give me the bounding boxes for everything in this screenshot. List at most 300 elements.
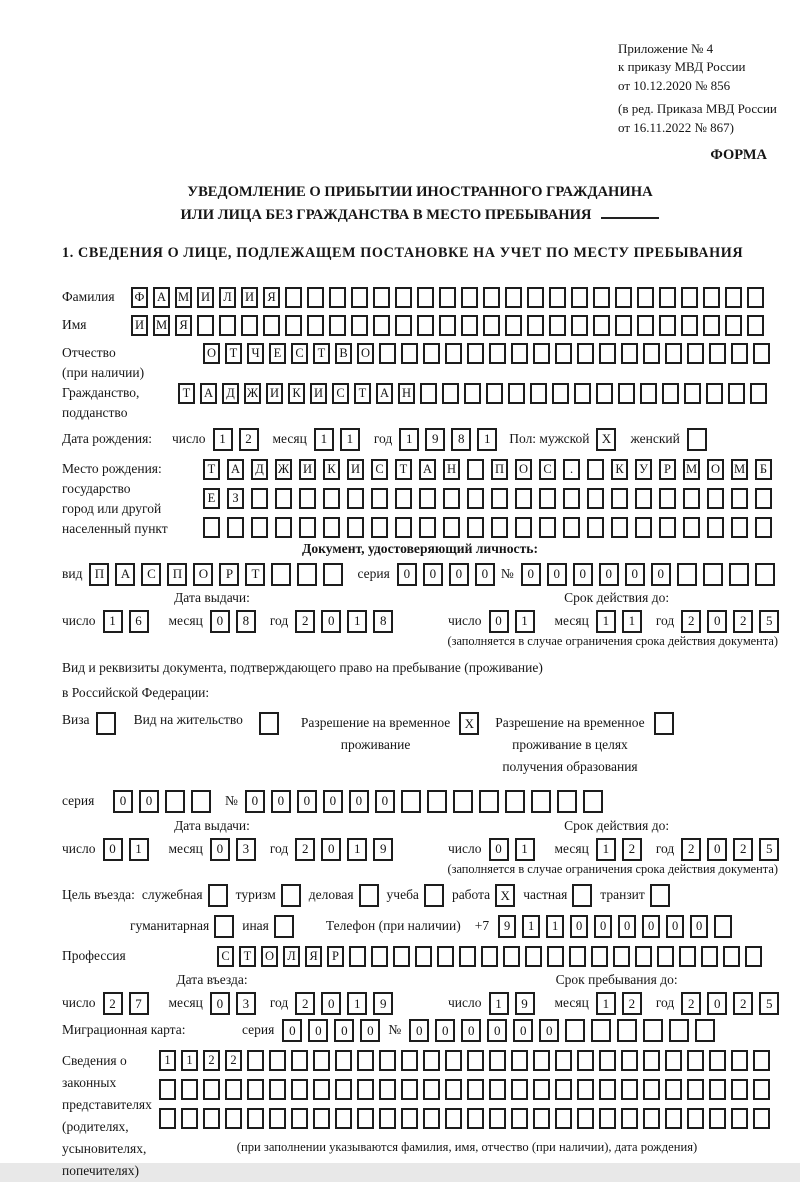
char-cell[interactable]: [591, 1019, 611, 1042]
char-cell[interactable]: [665, 1108, 682, 1129]
char-cell[interactable]: 1: [159, 1050, 176, 1071]
char-cell[interactable]: [731, 1079, 748, 1100]
char-cell[interactable]: [489, 1108, 506, 1129]
char-cell[interactable]: [587, 488, 604, 509]
char-cell[interactable]: Т: [245, 563, 265, 586]
char-cell[interactable]: 0: [651, 563, 671, 586]
char-cell[interactable]: [555, 343, 572, 364]
char-cell[interactable]: 0: [573, 563, 593, 586]
char-cell[interactable]: С: [217, 946, 234, 967]
char-cell[interactable]: 2: [203, 1050, 220, 1071]
char-cell[interactable]: Т: [203, 459, 220, 480]
char-cell[interactable]: 0: [625, 563, 645, 586]
char-cell[interactable]: 2: [225, 1050, 242, 1071]
char-cell[interactable]: 0: [489, 838, 509, 861]
char-cell[interactable]: [679, 946, 696, 967]
char-cell[interactable]: [539, 488, 556, 509]
char-cell[interactable]: [323, 488, 340, 509]
char-cell[interactable]: 1: [347, 992, 367, 1015]
char-cell[interactable]: [731, 1108, 748, 1129]
char-cell[interactable]: [335, 1079, 352, 1100]
char-cell[interactable]: [755, 563, 775, 586]
char-cell[interactable]: [599, 1108, 616, 1129]
char-cell[interactable]: 3: [236, 992, 256, 1015]
char-cell[interactable]: [443, 488, 460, 509]
char-cell[interactable]: 0: [210, 838, 230, 861]
purpose-study-checkbox[interactable]: [424, 884, 444, 907]
char-cell[interactable]: Н: [398, 383, 415, 404]
char-cell[interactable]: [247, 1050, 264, 1071]
char-cell[interactable]: [753, 1079, 770, 1100]
edu-permit-checkbox[interactable]: [654, 712, 674, 735]
char-cell[interactable]: [225, 1108, 242, 1129]
purpose-private-checkbox[interactable]: [572, 884, 592, 907]
char-cell[interactable]: 0: [449, 563, 469, 586]
char-cell[interactable]: 2: [733, 838, 753, 861]
char-cell[interactable]: [439, 315, 456, 336]
char-cell[interactable]: [617, 1019, 637, 1042]
char-cell[interactable]: 1: [347, 838, 367, 861]
char-cell[interactable]: 2: [681, 838, 701, 861]
char-cell[interactable]: А: [376, 383, 393, 404]
char-cell[interactable]: [419, 488, 436, 509]
char-cell[interactable]: Р: [219, 563, 239, 586]
char-cell[interactable]: [731, 517, 748, 538]
char-cell[interactable]: 0: [375, 790, 395, 813]
char-cell[interactable]: [329, 315, 346, 336]
char-cell[interactable]: [285, 287, 302, 308]
char-cell[interactable]: 2: [733, 610, 753, 633]
char-cell[interactable]: [577, 1079, 594, 1100]
char-cell[interactable]: [569, 946, 586, 967]
char-cell[interactable]: 2: [103, 992, 123, 1015]
char-cell[interactable]: З: [227, 488, 244, 509]
purpose-transit-checkbox[interactable]: [650, 884, 670, 907]
char-cell[interactable]: [467, 343, 484, 364]
char-cell[interactable]: М: [683, 459, 700, 480]
purpose-other-checkbox[interactable]: [274, 915, 294, 938]
char-cell[interactable]: [747, 287, 764, 308]
char-cell[interactable]: [574, 383, 591, 404]
char-cell[interactable]: [593, 315, 610, 336]
char-cell[interactable]: [371, 517, 388, 538]
temp-permit-checkbox[interactable]: X: [459, 712, 479, 735]
char-cell[interactable]: [357, 1108, 374, 1129]
char-cell[interactable]: [373, 315, 390, 336]
char-cell[interactable]: 9: [373, 992, 393, 1015]
char-cell[interactable]: 1: [477, 428, 497, 451]
char-cell[interactable]: 0: [323, 790, 343, 813]
char-cell[interactable]: Д: [222, 383, 239, 404]
char-cell[interactable]: 0: [690, 915, 708, 938]
char-cell[interactable]: [615, 315, 632, 336]
char-cell[interactable]: П: [89, 563, 109, 586]
gender-male-checkbox[interactable]: X: [596, 428, 616, 451]
char-cell[interactable]: В: [335, 343, 352, 364]
char-cell[interactable]: [701, 946, 718, 967]
char-cell[interactable]: 2: [622, 838, 642, 861]
char-cell[interactable]: 0: [618, 915, 636, 938]
char-cell[interactable]: 0: [210, 610, 230, 633]
char-cell[interactable]: [371, 946, 388, 967]
char-cell[interactable]: [323, 563, 343, 586]
char-cell[interactable]: [621, 343, 638, 364]
char-cell[interactable]: [635, 488, 652, 509]
char-cell[interactable]: [635, 946, 652, 967]
char-cell[interactable]: О: [193, 563, 213, 586]
char-cell[interactable]: [657, 946, 674, 967]
char-cell[interactable]: [335, 1050, 352, 1071]
char-cell[interactable]: 0: [321, 610, 341, 633]
char-cell[interactable]: 2: [239, 428, 259, 451]
char-cell[interactable]: [555, 1108, 572, 1129]
char-cell[interactable]: [621, 1079, 638, 1100]
char-cell[interactable]: 0: [409, 1019, 429, 1042]
char-cell[interactable]: 1: [103, 610, 123, 633]
char-cell[interactable]: [637, 287, 654, 308]
char-cell[interactable]: [395, 488, 412, 509]
char-cell[interactable]: 2: [681, 610, 701, 633]
char-cell[interactable]: [467, 1050, 484, 1071]
char-cell[interactable]: 0: [397, 563, 417, 586]
char-cell[interactable]: [515, 517, 532, 538]
char-cell[interactable]: [159, 1079, 176, 1100]
char-cell[interactable]: [439, 287, 456, 308]
char-cell[interactable]: 0: [423, 563, 443, 586]
char-cell[interactable]: [687, 1108, 704, 1129]
char-cell[interactable]: [479, 790, 499, 813]
char-cell[interactable]: [599, 1079, 616, 1100]
char-cell[interactable]: [181, 1079, 198, 1100]
char-cell[interactable]: [219, 315, 236, 336]
char-cell[interactable]: [533, 1050, 550, 1071]
char-cell[interactable]: [307, 287, 324, 308]
char-cell[interactable]: [593, 287, 610, 308]
char-cell[interactable]: [555, 1079, 572, 1100]
char-cell[interactable]: [695, 1019, 715, 1042]
char-cell[interactable]: [596, 383, 613, 404]
char-cell[interactable]: 0: [521, 563, 541, 586]
char-cell[interactable]: [181, 1108, 198, 1129]
char-cell[interactable]: 2: [295, 992, 315, 1015]
char-cell[interactable]: И: [197, 287, 214, 308]
char-cell[interactable]: А: [419, 459, 436, 480]
char-cell[interactable]: [481, 946, 498, 967]
char-cell[interactable]: [577, 1050, 594, 1071]
char-cell[interactable]: 0: [271, 790, 291, 813]
char-cell[interactable]: О: [203, 343, 220, 364]
char-cell[interactable]: 1: [489, 992, 509, 1015]
char-cell[interactable]: 0: [475, 563, 495, 586]
char-cell[interactable]: Ч: [247, 343, 264, 364]
char-cell[interactable]: 9: [515, 992, 535, 1015]
char-cell[interactable]: [611, 488, 628, 509]
char-cell[interactable]: [505, 287, 522, 308]
char-cell[interactable]: [313, 1050, 330, 1071]
char-cell[interactable]: 0: [707, 992, 727, 1015]
char-cell[interactable]: [505, 790, 525, 813]
char-cell[interactable]: [563, 517, 580, 538]
char-cell[interactable]: Л: [219, 287, 236, 308]
char-cell[interactable]: [637, 315, 654, 336]
char-cell[interactable]: [615, 287, 632, 308]
char-cell[interactable]: [549, 287, 566, 308]
char-cell[interactable]: [419, 517, 436, 538]
char-cell[interactable]: 5: [759, 610, 779, 633]
char-cell[interactable]: [379, 1079, 396, 1100]
char-cell[interactable]: С: [539, 459, 556, 480]
char-cell[interactable]: Т: [225, 343, 242, 364]
char-cell[interactable]: [197, 315, 214, 336]
char-cell[interactable]: [291, 1050, 308, 1071]
char-cell[interactable]: 9: [425, 428, 445, 451]
char-cell[interactable]: [725, 315, 742, 336]
char-cell[interactable]: 1: [596, 992, 616, 1015]
char-cell[interactable]: [753, 1108, 770, 1129]
purpose-humanitarian-checkbox[interactable]: [214, 915, 234, 938]
char-cell[interactable]: 1: [181, 1050, 198, 1071]
char-cell[interactable]: [379, 1108, 396, 1129]
char-cell[interactable]: [297, 563, 317, 586]
char-cell[interactable]: 2: [681, 992, 701, 1015]
char-cell[interactable]: [640, 383, 657, 404]
char-cell[interactable]: 3: [236, 838, 256, 861]
char-cell[interactable]: 0: [139, 790, 159, 813]
char-cell[interactable]: 0: [245, 790, 265, 813]
char-cell[interactable]: И: [131, 315, 148, 336]
char-cell[interactable]: [515, 488, 532, 509]
char-cell[interactable]: 0: [547, 563, 567, 586]
char-cell[interactable]: [401, 343, 418, 364]
char-cell[interactable]: [729, 563, 749, 586]
char-cell[interactable]: [539, 517, 556, 538]
char-cell[interactable]: [483, 315, 500, 336]
char-cell[interactable]: .: [563, 459, 580, 480]
char-cell[interactable]: 1: [596, 610, 616, 633]
char-cell[interactable]: [725, 287, 742, 308]
char-cell[interactable]: 0: [666, 915, 684, 938]
char-cell[interactable]: [530, 383, 547, 404]
char-cell[interactable]: [423, 1108, 440, 1129]
char-cell[interactable]: [583, 790, 603, 813]
char-cell[interactable]: [571, 315, 588, 336]
char-cell[interactable]: С: [291, 343, 308, 364]
visa-checkbox[interactable]: [96, 712, 116, 735]
char-cell[interactable]: М: [175, 287, 192, 308]
char-cell[interactable]: [445, 1050, 462, 1071]
char-cell[interactable]: [755, 517, 772, 538]
char-cell[interactable]: [269, 1108, 286, 1129]
char-cell[interactable]: [687, 343, 704, 364]
char-cell[interactable]: [563, 488, 580, 509]
char-cell[interactable]: [643, 1050, 660, 1071]
char-cell[interactable]: [511, 1108, 528, 1129]
char-cell[interactable]: [687, 1079, 704, 1100]
char-cell[interactable]: 9: [498, 915, 516, 938]
char-cell[interactable]: [659, 517, 676, 538]
char-cell[interactable]: М: [731, 459, 748, 480]
char-cell[interactable]: [461, 315, 478, 336]
char-cell[interactable]: [165, 790, 185, 813]
char-cell[interactable]: [659, 315, 676, 336]
char-cell[interactable]: [703, 287, 720, 308]
char-cell[interactable]: 1: [515, 838, 535, 861]
char-cell[interactable]: 0: [599, 563, 619, 586]
char-cell[interactable]: [483, 287, 500, 308]
char-cell[interactable]: [706, 383, 723, 404]
char-cell[interactable]: А: [200, 383, 217, 404]
char-cell[interactable]: [511, 1079, 528, 1100]
char-cell[interactable]: [371, 488, 388, 509]
char-cell[interactable]: [683, 488, 700, 509]
char-cell[interactable]: С: [371, 459, 388, 480]
char-cell[interactable]: К: [288, 383, 305, 404]
char-cell[interactable]: [565, 1019, 585, 1042]
char-cell[interactable]: [611, 517, 628, 538]
char-cell[interactable]: 2: [295, 838, 315, 861]
char-cell[interactable]: У: [635, 459, 652, 480]
char-cell[interactable]: [577, 1108, 594, 1129]
char-cell[interactable]: [527, 287, 544, 308]
char-cell[interactable]: А: [227, 459, 244, 480]
char-cell[interactable]: О: [515, 459, 532, 480]
char-cell[interactable]: [437, 946, 454, 967]
char-cell[interactable]: [577, 343, 594, 364]
char-cell[interactable]: [662, 383, 679, 404]
char-cell[interactable]: [709, 343, 726, 364]
char-cell[interactable]: [665, 1050, 682, 1071]
char-cell[interactable]: [329, 287, 346, 308]
char-cell[interactable]: 0: [113, 790, 133, 813]
char-cell[interactable]: 1: [622, 610, 642, 633]
char-cell[interactable]: О: [357, 343, 374, 364]
char-cell[interactable]: [203, 517, 220, 538]
char-cell[interactable]: [599, 343, 616, 364]
char-cell[interactable]: [225, 1079, 242, 1100]
char-cell[interactable]: [423, 343, 440, 364]
char-cell[interactable]: 0: [321, 992, 341, 1015]
char-cell[interactable]: [467, 517, 484, 538]
char-cell[interactable]: [731, 488, 748, 509]
char-cell[interactable]: [203, 1079, 220, 1100]
char-cell[interactable]: А: [153, 287, 170, 308]
char-cell[interactable]: Б: [755, 459, 772, 480]
char-cell[interactable]: 6: [129, 610, 149, 633]
char-cell[interactable]: [511, 343, 528, 364]
char-cell[interactable]: [587, 517, 604, 538]
char-cell[interactable]: [669, 1019, 689, 1042]
char-cell[interactable]: Ж: [244, 383, 261, 404]
char-cell[interactable]: [313, 1108, 330, 1129]
char-cell[interactable]: 0: [360, 1019, 380, 1042]
char-cell[interactable]: [379, 1050, 396, 1071]
char-cell[interactable]: [635, 517, 652, 538]
char-cell[interactable]: 8: [451, 428, 471, 451]
char-cell[interactable]: [393, 946, 410, 967]
char-cell[interactable]: Т: [239, 946, 256, 967]
char-cell[interactable]: [591, 946, 608, 967]
char-cell[interactable]: [401, 1079, 418, 1100]
char-cell[interactable]: [461, 287, 478, 308]
char-cell[interactable]: [395, 287, 412, 308]
char-cell[interactable]: [291, 1079, 308, 1100]
char-cell[interactable]: [251, 517, 268, 538]
char-cell[interactable]: [423, 1079, 440, 1100]
char-cell[interactable]: [357, 1079, 374, 1100]
char-cell[interactable]: [486, 383, 503, 404]
char-cell[interactable]: С: [332, 383, 349, 404]
char-cell[interactable]: [467, 1108, 484, 1129]
char-cell[interactable]: 0: [435, 1019, 455, 1042]
char-cell[interactable]: 0: [334, 1019, 354, 1042]
char-cell[interactable]: [241, 315, 258, 336]
char-cell[interactable]: [684, 383, 701, 404]
char-cell[interactable]: [750, 383, 767, 404]
char-cell[interactable]: [503, 946, 520, 967]
char-cell[interactable]: И: [347, 459, 364, 480]
char-cell[interactable]: [665, 343, 682, 364]
purpose-official-checkbox[interactable]: [208, 884, 228, 907]
char-cell[interactable]: [491, 517, 508, 538]
char-cell[interactable]: [269, 1079, 286, 1100]
char-cell[interactable]: И: [310, 383, 327, 404]
char-cell[interactable]: Р: [659, 459, 676, 480]
char-cell[interactable]: [703, 563, 723, 586]
char-cell[interactable]: [621, 1108, 638, 1129]
char-cell[interactable]: [703, 315, 720, 336]
char-cell[interactable]: [714, 915, 732, 938]
char-cell[interactable]: [467, 459, 484, 480]
char-cell[interactable]: [247, 1108, 264, 1129]
char-cell[interactable]: 8: [236, 610, 256, 633]
char-cell[interactable]: И: [299, 459, 316, 480]
char-cell[interactable]: 2: [295, 610, 315, 633]
char-cell[interactable]: [307, 315, 324, 336]
char-cell[interactable]: Ж: [275, 459, 292, 480]
char-cell[interactable]: [299, 517, 316, 538]
char-cell[interactable]: [731, 343, 748, 364]
char-cell[interactable]: Ф: [131, 287, 148, 308]
char-cell[interactable]: 0: [103, 838, 123, 861]
char-cell[interactable]: [643, 343, 660, 364]
char-cell[interactable]: 5: [759, 992, 779, 1015]
char-cell[interactable]: 0: [642, 915, 660, 938]
char-cell[interactable]: [442, 383, 459, 404]
char-cell[interactable]: 0: [461, 1019, 481, 1042]
char-cell[interactable]: 0: [321, 838, 341, 861]
char-cell[interactable]: [533, 343, 550, 364]
char-cell[interactable]: [415, 946, 432, 967]
char-cell[interactable]: [453, 790, 473, 813]
char-cell[interactable]: 7: [129, 992, 149, 1015]
char-cell[interactable]: И: [241, 287, 258, 308]
char-cell[interactable]: 8: [373, 610, 393, 633]
char-cell[interactable]: [251, 488, 268, 509]
char-cell[interactable]: [464, 383, 481, 404]
char-cell[interactable]: 0: [707, 838, 727, 861]
char-cell[interactable]: [489, 343, 506, 364]
char-cell[interactable]: [665, 1079, 682, 1100]
char-cell[interactable]: 1: [399, 428, 419, 451]
char-cell[interactable]: [445, 1079, 462, 1100]
char-cell[interactable]: [709, 1079, 726, 1100]
char-cell[interactable]: С: [141, 563, 161, 586]
char-cell[interactable]: [379, 343, 396, 364]
char-cell[interactable]: [687, 1050, 704, 1071]
char-cell[interactable]: [643, 1019, 663, 1042]
residence-permit-checkbox[interactable]: [259, 712, 279, 735]
char-cell[interactable]: [427, 790, 447, 813]
